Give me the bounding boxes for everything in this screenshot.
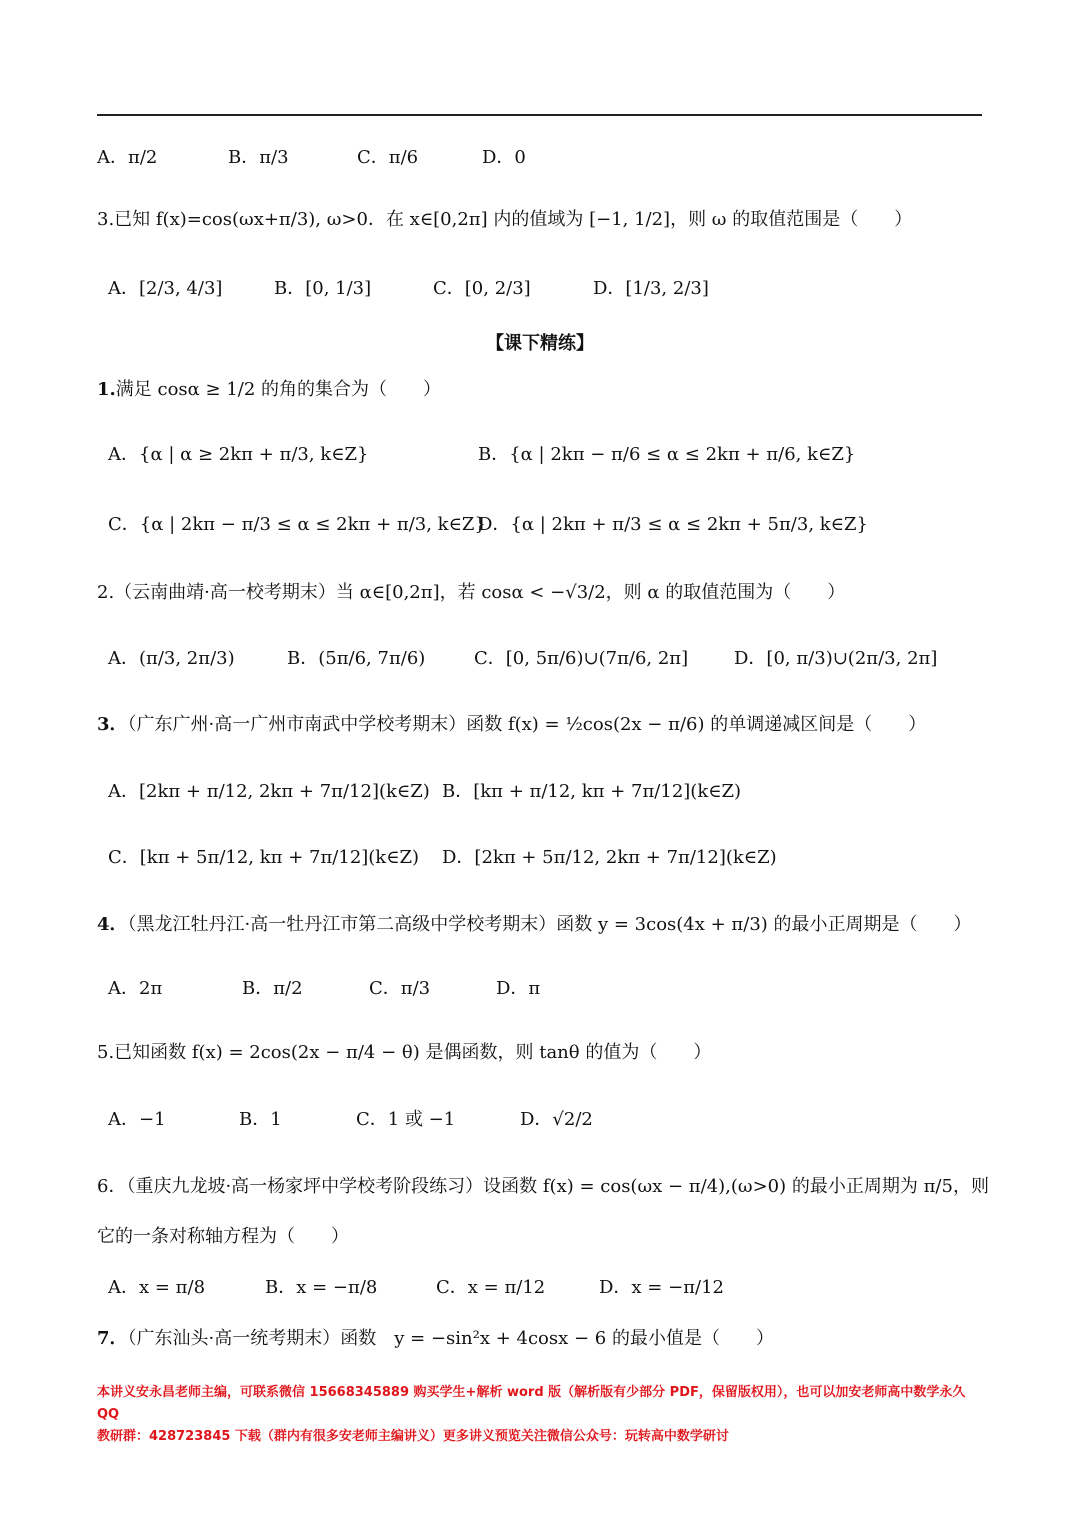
footer-line-1: 本讲义安永昌老师主编，可联系微信 15668345889 购买学生+解析 word 版（解析版有少部分 PDF，保留版权用），也可以加安老师高中数学永久 QQ bbox=[97, 1385, 966, 1422]
footer-note bbox=[97, 1382, 987, 1448]
p4-option-c: C．π/3 bbox=[369, 978, 431, 999]
p5-option-a: A．−1 bbox=[108, 1109, 166, 1130]
top-option-b: B．π/3 bbox=[228, 147, 289, 168]
p1-option-d: D．{α | 2kπ + π/3 ≤ α ≤ 2kπ + 5π/3, k∈Z} bbox=[478, 514, 868, 535]
p1-stem: 满足 cosα ≥ 1/2 的角的集合为（ ） bbox=[115, 379, 442, 400]
p3-question bbox=[97, 713, 926, 737]
p3-stem: （广东广州·高一广州市南武中学校考期末）函数 f(x) = ½cos(2x − π/6) 的单调递减区间是（ ） bbox=[127, 714, 927, 735]
p6-stem-continued: 它的一条对称轴方程为（ ） bbox=[97, 1226, 349, 1247]
p3-option-d: D．[2kπ + 5π/12, 2kπ + 7π/12](k∈Z) bbox=[442, 847, 777, 868]
p3-option-b: B．[kπ + π/12, kπ + 7π/12](k∈Z) bbox=[442, 781, 742, 802]
p5-option-b: B．1 bbox=[239, 1109, 282, 1130]
p5-stem: 5.已知函数 f(x) = 2cos(2x − π/4 − θ) 是偶函数，则 tanθ 的值为（ ） bbox=[97, 1042, 712, 1063]
p3-option-c: C．[kπ + 5π/12, kπ + 7π/12](k∈Z) bbox=[108, 847, 420, 868]
p5-option-c: C．1 或 −1 bbox=[356, 1109, 456, 1130]
q3-prev-option-b: B．[0, 1/3] bbox=[274, 278, 372, 299]
p3-option-a: A．[2kπ + π/12, 2kπ + 7π/12](k∈Z) bbox=[108, 781, 430, 802]
top-option-a: A．π/2 bbox=[97, 147, 158, 168]
p1-option-a: A．{α | α ≥ 2kπ + π/3, k∈Z} bbox=[108, 444, 369, 465]
p6-option-a: A．x = π/8 bbox=[108, 1277, 206, 1298]
p6-stem: 6．（重庆九龙坡·高一杨家坪中学校考阶段练习）设函数 f(x) = cos(ωx − π/4),(ω>0) 的最小正周期为 π/5，则 bbox=[97, 1176, 989, 1197]
q3-prev-option-d: D．[1/3, 2/3] bbox=[593, 278, 709, 299]
p4-option-b: B．π/2 bbox=[242, 978, 303, 999]
p7-question bbox=[97, 1327, 774, 1351]
p1-number: 1. bbox=[97, 379, 116, 400]
top-option-c: C．π/6 bbox=[357, 147, 419, 168]
p2-option-c: C．[0, 5π/6)∪(7π/6, 2π] bbox=[474, 648, 689, 669]
p2-option-a: A．(π/3, 2π/3) bbox=[108, 648, 235, 669]
p6-option-c: C．x = π/12 bbox=[436, 1277, 546, 1298]
p4-option-d: D．π bbox=[496, 978, 541, 999]
p4-stem: （黑龙江牡丹江·高一牡丹江市第二高级中学校考期末）函数 y = 3cos(4x + π/3) 的最小正周期是（ ） bbox=[127, 914, 972, 935]
p7-stem: （广东汕头·高一统考期末）函数 y = −sin²x + 4cosx − 6 的最小值是（ ） bbox=[127, 1328, 774, 1349]
p4-number: 4． bbox=[97, 914, 128, 935]
header-rule bbox=[97, 114, 982, 116]
p5-option-d: D．√2/2 bbox=[520, 1109, 593, 1130]
p1-option-b: B．{α | 2kπ − π/6 ≤ α ≤ 2kπ + π/6, k∈Z} bbox=[478, 444, 856, 465]
p3-number: 3． bbox=[97, 714, 128, 735]
p1-question bbox=[97, 378, 441, 402]
section-title: 【课下精练】 bbox=[486, 333, 594, 354]
p2-option-b: B．(5π/6, 7π/6) bbox=[287, 648, 426, 669]
p2-stem: 2.（云南曲靖·高一校考期末）当 α∈[0,2π]，若 cosα < −√3/2，则 α 的取值范围为（ ） bbox=[97, 582, 846, 603]
p6-option-b: B．x = −π/8 bbox=[265, 1277, 378, 1298]
p4-option-a: A．2π bbox=[108, 978, 163, 999]
p1-option-c: C．{α | 2kπ − π/3 ≤ α ≤ 2kπ + π/3, k∈Z} bbox=[108, 514, 486, 535]
p4-question bbox=[97, 913, 972, 937]
p6-option-d: D．x = −π/12 bbox=[599, 1277, 724, 1298]
q3-prev-option-c: C．[0, 2/3] bbox=[433, 278, 531, 299]
q3-prev-stem: 3.已知 f(x)=cos(ωx+π/3), ω>0．在 x∈[0,2π] 内的值域为 [−1, 1/2]，则 ω 的取值范围是（ ） bbox=[97, 209, 913, 230]
p7-number: 7． bbox=[97, 1328, 128, 1349]
footer-line-2: 教研群：428723845 下载（群内有很多安老师主编讲义）更多讲义预览关注微信公众号：玩转高中数学研讨 bbox=[97, 1429, 729, 1444]
p2-option-d: D．[0, π/3)∪(2π/3, 2π] bbox=[734, 648, 938, 669]
q3-prev-option-a: A．[2/3, 4/3] bbox=[108, 278, 223, 299]
top-option-d: D．0 bbox=[482, 147, 526, 168]
